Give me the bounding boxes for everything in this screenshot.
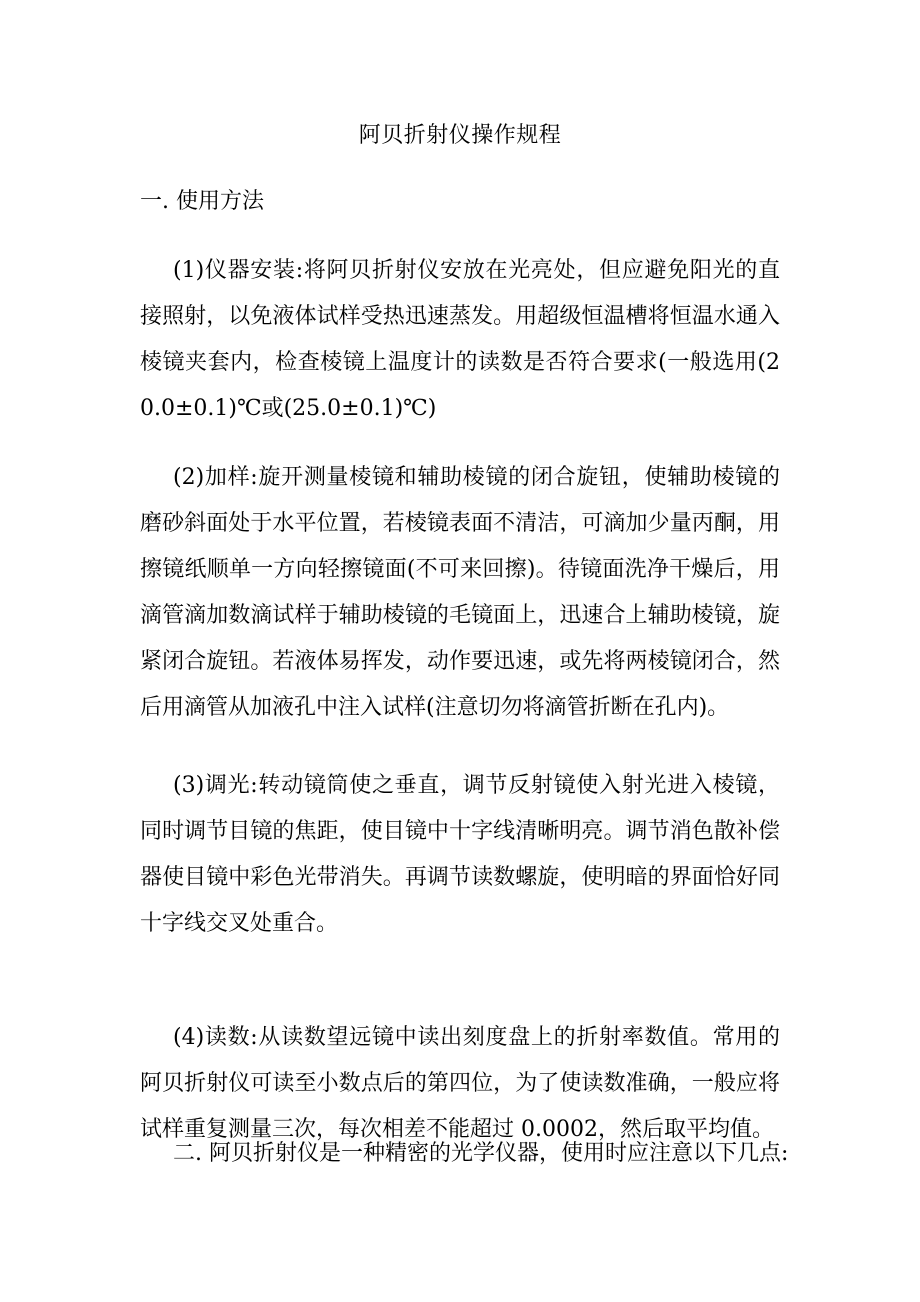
paragraph-light-adjustment: (3)调光:转动镜筒使之垂直，调节反射镜使入射光进入棱镜，同时调节目镜的焦距，使目镜中十字线清晰明亮。调节消色散补偿器使目镜中彩色光带消失。再调节读数螺旋，使明暗的界面恰好同十字线交叉处重合。	[140, 773, 780, 936]
paragraph-instrument-installation: (1)仪器安装:将阿贝折射仪安放在光亮处，但应避免阳光的直接照射，以免液体试样受热迅速蒸发。用超级恒温槽将恒温水通入棱镜夹套内，检查棱镜上温度计的读数是否符合要求(一般选用(20.0±0.1)℃或(25.0±0.1)℃)	[140, 258, 780, 421]
section-heading-usage: 一. 使用方法	[140, 189, 264, 214]
document-title: 阿贝折射仪操作规程	[358, 123, 562, 148]
paragraph-sample-loading: (2)加样:旋开测量棱镜和辅助棱镜的闭合旋钮，使辅助棱镜的磨砂斜面处于水平位置，若棱镜表面不清洁，可滴加少量丙酮，用擦镜纸顺单一方向轻擦镜面(不可来回擦)。待镜面洗净干燥后，用滴管滴加数滴试样于辅助棱镜的毛镜面上，迅速合上辅助棱镜，旋紧闭合旋钮。若液体易挥发，动作要迅速，或先将两棱镜闭合，然后用滴管从加液孔中注入试样(注意切勿将滴管折断在孔内)。	[140, 465, 780, 720]
section-heading-precautions: 二. 阿贝折射仪是一种精密的光学仪器，使用时应注意以下几点:	[173, 1141, 789, 1166]
paragraph-reading: (4)读数:从读数望远镜中读出刻度盘上的折射率数值。常用的阿贝折射仪可读至小数点后的第四位，为了使读数准确，一般应将试样重复测量三次，每次相差不能超过 0.0002，然后取平均值。	[140, 1025, 780, 1142]
